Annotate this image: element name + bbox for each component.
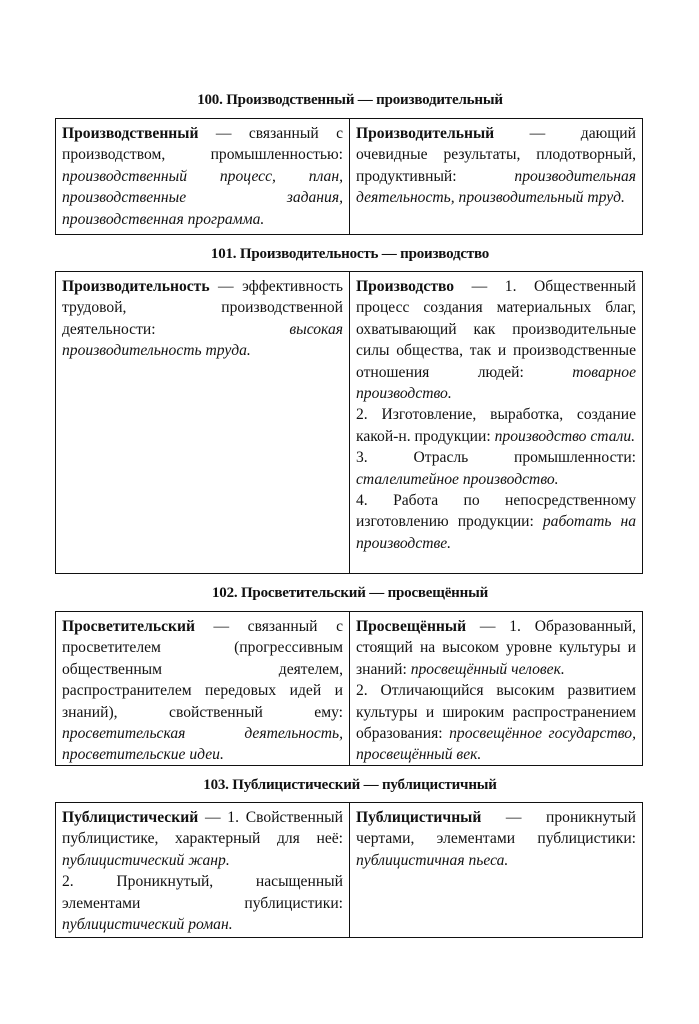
entry-table: [55, 118, 643, 235]
term-heading: Производственный: [62, 125, 199, 142]
usage-example: просвещённое государство, просвещённый век.: [356, 725, 636, 764]
entry-title: 101. Производительность — производство: [210, 246, 490, 262]
entry-table: [55, 802, 643, 938]
definition-text: — дающий очевидные результаты, плодотворный, продуктивный:: [356, 125, 636, 185]
definition-paragraph: [356, 680, 636, 766]
definition-cell-right: [350, 119, 642, 234]
usage-example: сталелитейное производство.: [356, 470, 559, 488]
usage-example: производство стали.: [494, 427, 636, 445]
definition-text: — 1. Общественный процесс создания материальных благ, охватывающий как производительные силы общества, так и производственные отношения людей:: [356, 278, 636, 381]
usage-example: публицистичная пьеса.: [356, 851, 509, 869]
definition-cell-left: [56, 272, 350, 573]
definition-text: 2. Изготовление, выработка, создание какой-н. продукции:: [356, 406, 636, 445]
definition-text: — проникнутый чертами, элементами публицистики:: [356, 809, 636, 848]
usage-example: публицистический жанр.: [62, 851, 230, 869]
definition-cell-left: [56, 119, 350, 234]
usage-example: работать на производстве.: [356, 513, 636, 552]
term-heading: Публицистический: [62, 809, 199, 826]
definition-paragraph: [62, 807, 343, 871]
definition-paragraph: [62, 276, 343, 362]
usage-example: публицистический роман.: [62, 916, 233, 934]
definition-text: — эффективность трудовой, производственной деятельности:: [62, 278, 343, 338]
term-heading: Производство: [356, 278, 455, 295]
definition-cell-left: [56, 612, 350, 765]
definition-paragraph: [356, 490, 636, 554]
entry-table: [55, 611, 643, 766]
term-heading: Производительность: [62, 278, 210, 295]
definition-paragraph: [356, 404, 636, 447]
definition-text: 2. Проникнутый, насыщенный элементами публицистики:: [62, 873, 343, 912]
usage-example: просвещённый человек.: [410, 660, 565, 678]
definition-paragraph: [356, 807, 636, 871]
definition-cell-left: [56, 803, 350, 937]
term-heading: Просвещённый: [356, 618, 467, 635]
term-heading: Производительный: [356, 125, 495, 142]
definition-text: 3. Отрасль промышленности:: [356, 449, 636, 467]
definition-paragraph: [62, 616, 343, 766]
definition-text: — 1. Свойственный публицистике, характерный для неё:: [62, 809, 343, 848]
usage-example: производственный процесс, план, производственные задания, производственная программа.: [62, 167, 343, 228]
usage-example: просветительская деятельность, просветительские идеи.: [62, 725, 343, 764]
usage-example: товарное производство.: [356, 363, 636, 403]
definition-text: 2. Отличающийся высоким развитием культуры и широким распространением образования:: [356, 682, 636, 743]
definition-text: 4. Работа по непосредственному изготовлению продукции:: [356, 492, 636, 531]
entry-table: [55, 271, 643, 574]
definition-text: — связанный с просветителем (прогрессивным общественным деятелем, распространителем передовых идей и знаний), свойственный ему:: [62, 618, 343, 721]
definition-paragraph: [356, 616, 636, 680]
definition-paragraph: [356, 447, 636, 490]
term-heading: Публицистичный: [356, 809, 482, 826]
usage-example: высокая производительность труда.: [62, 320, 343, 360]
entry-title: 103. Публицистический — публицистичный: [203, 777, 497, 793]
definition-cell-right: [350, 612, 642, 765]
definition-paragraph: [356, 276, 636, 404]
definition-paragraph: [356, 123, 636, 209]
definition-cell-right: [350, 272, 642, 573]
entry-title: 102. Просветительский — просвещённый: [211, 585, 489, 601]
entry-title: 100. Производственный — производительный: [197, 92, 503, 108]
definition-text: — 1. Образованный, стоящий на высоком уровне культуры и знаний:: [356, 618, 636, 678]
definition-paragraph: [62, 123, 343, 230]
definition-paragraph: [62, 871, 343, 935]
definition-cell-right: [350, 803, 642, 937]
definition-text: — связанный с производством, промышленностью:: [62, 125, 343, 164]
term-heading: Просветительский: [62, 618, 195, 635]
usage-example: производительная деятельность, производительный труд.: [356, 167, 636, 207]
